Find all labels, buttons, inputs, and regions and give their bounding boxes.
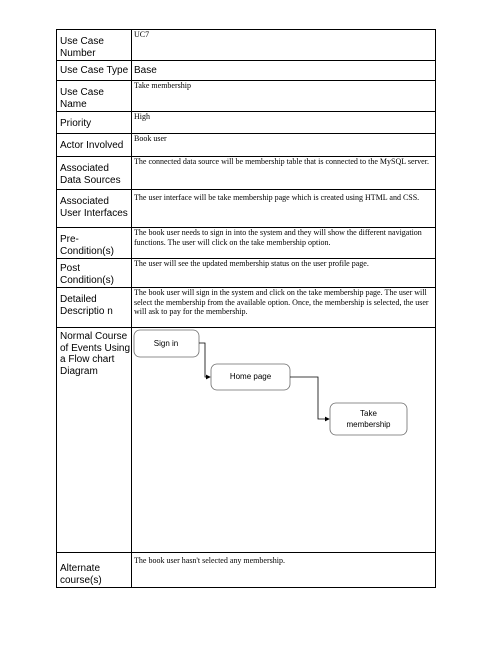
use-case-table [56, 29, 436, 588]
label-post-conditions: Post Condition(s) [60, 263, 114, 286]
value-pre-conditions: The book user needs to sign in into the system and they will show the different navigation functions. The user will click on the take membership option. [134, 228, 422, 247]
row-actor-involved [57, 134, 436, 157]
value-alternate-courses: The book user hasn't selected any membership. [134, 556, 285, 565]
row-alternate-courses [57, 553, 436, 588]
label-priority: Priority [60, 118, 92, 129]
label-use-case-type: Use Case Type [60, 65, 129, 76]
flow-connector-home-to-take-membership [290, 377, 329, 419]
row-use-case-name [57, 81, 436, 112]
value-post-conditions: The user will see the updated membership status on the user profile page. [134, 259, 369, 268]
row-pre-conditions [57, 228, 436, 259]
flow-step-take-membership [330, 403, 407, 435]
label-alternate-courses: Alternate course(s) [60, 563, 102, 586]
row-normal-course-of-events [57, 328, 436, 553]
label-actor-involved: Actor Involved [60, 140, 124, 151]
flow-connector-signin-to-home [199, 343, 210, 377]
label-pre-conditions: Pre-Condition(s) [60, 234, 114, 257]
label-associated-user-interfaces: Associated User Interfaces [60, 196, 128, 219]
value-use-case-number: UC7 [134, 30, 150, 39]
value-associated-user-interfaces: The user interface will be take membership page which is created using HTML and CSS. [134, 193, 420, 202]
value-priority: High [134, 112, 150, 121]
row-use-case-number [57, 30, 436, 61]
flowchart-diagram [132, 328, 437, 553]
value-detailed-description: The book user will sign in the system and click on the take membership page. The user will select the membership from the available option. Once, the membership is selected, the user will ask to pay for the membership. [134, 288, 429, 316]
label-use-case-number: Use Case Number [60, 36, 104, 59]
row-priority [57, 112, 436, 134]
value-actor-involved: Book user [134, 134, 167, 143]
flowchart-cell [132, 328, 436, 553]
flow-step-sign-in-label: Sign in [153, 339, 179, 348]
value-associated-data-sources: The connected data source will be membership table that is connected to the MySQL server. [134, 157, 429, 166]
label-use-case-name: Use Case Name [60, 87, 104, 110]
row-detailed-description [57, 288, 436, 328]
value-use-case-name: Take membership [134, 81, 191, 90]
label-normal-course-of-events: Normal Course of Events Using a Flow chart Diagram [60, 331, 131, 377]
label-detailed-description: Detailed Descriptio n [60, 294, 113, 317]
row-use-case-type [57, 61, 436, 81]
row-post-conditions [57, 259, 436, 288]
row-associated-data-sources [57, 157, 436, 190]
flow-step-take-membership-label: Take membership [346, 409, 391, 429]
label-associated-data-sources: Associated Data Sources [60, 163, 121, 186]
flow-step-home-page-label: Home page [229, 372, 272, 381]
row-associated-user-interfaces [57, 190, 436, 228]
value-use-case-type: Base [134, 65, 157, 76]
